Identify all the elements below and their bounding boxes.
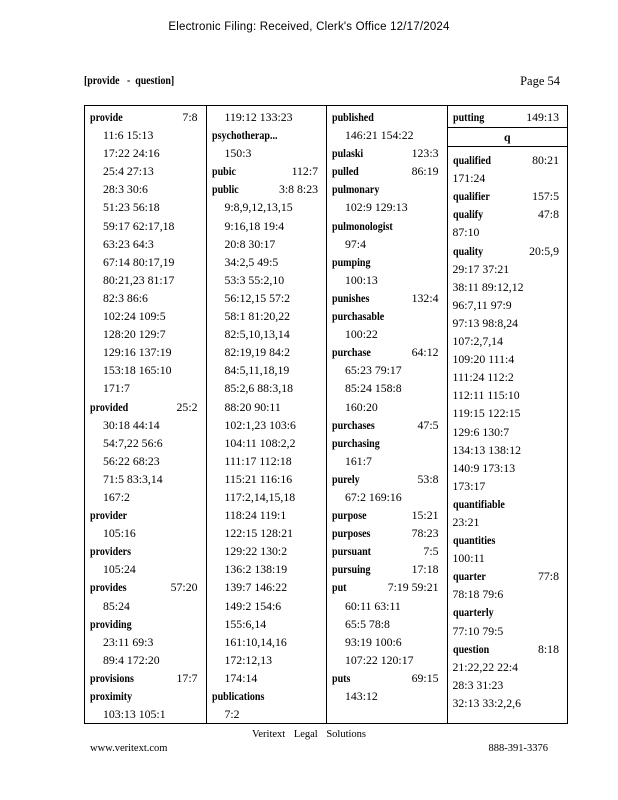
index-term: provider: [90, 508, 128, 523]
index-entry: [332, 669, 447, 687]
index-refs: 80:21,23 81:17: [103, 272, 175, 287]
index-refs: 118:24 119:1: [224, 508, 287, 523]
index-refs: 97:4: [345, 236, 366, 251]
index-refs: 34:2,5 49:5: [224, 254, 279, 269]
index-refs: 119:15 122:15: [452, 406, 521, 421]
index-refs: 171:7: [103, 381, 130, 396]
index-refs: 96:7,11 97:9: [452, 297, 512, 312]
index-term: punishes: [332, 290, 370, 305]
index-refs: 86:19: [411, 164, 439, 179]
index-column-4: [447, 106, 567, 723]
index-entry: [90, 506, 206, 524]
index-entry: [332, 108, 447, 126]
index-refs: 51:23 56:18: [103, 200, 160, 215]
index-refs: 29:17 37:21: [452, 261, 510, 276]
index-term: pulled: [332, 164, 359, 179]
filing-stamp: Electronic Filing: Received, Clerk's Office 12/17/2024: [168, 21, 450, 33]
index-entry: [332, 144, 447, 162]
index-entry: [332, 524, 447, 542]
index-refs: 123:3: [411, 146, 439, 161]
index-refs: 97:13 98:8,24: [452, 315, 519, 330]
index-refs: 174:14: [224, 670, 258, 685]
index-term: qualify: [452, 207, 483, 222]
index-refs: 3:8 8:23: [279, 182, 318, 197]
index-refs: 172:12,13: [224, 652, 273, 667]
index-entry: [90, 578, 206, 596]
index-refs: 23:21: [452, 514, 480, 529]
index-refs: 149:13: [526, 110, 559, 124]
index-refs: 171:24: [452, 171, 486, 186]
index-entry: [448, 567, 567, 585]
index-refs: 105:24: [103, 562, 136, 577]
index-refs: 17:7: [176, 670, 198, 685]
index-refs: 25:4 27:13: [103, 164, 154, 179]
index-term: quarterly: [452, 605, 494, 620]
index-refs: 103:13 105:1: [103, 707, 166, 722]
index-refs: 85:24 158:8: [345, 381, 402, 396]
index-entry: [448, 187, 567, 205]
index-refs: 100:11: [452, 551, 485, 566]
index-refs: 53:8: [417, 471, 439, 486]
index-term: provides: [90, 580, 127, 595]
index-refs: 32:13 33:2,2,6: [452, 695, 521, 710]
index-refs: 20:8 30:17: [224, 236, 276, 251]
index-refs: 28:3 30:6: [103, 182, 148, 197]
index-term: pubic: [211, 164, 236, 179]
index-refs: 117:2,14,15,18: [224, 489, 296, 504]
index-term: pulmonologist: [332, 218, 393, 233]
index-refs: 80:21: [532, 153, 559, 168]
index-refs: 102:9 129:13: [345, 200, 408, 215]
index-refs: 173:17: [452, 478, 486, 493]
index-refs: 38:11 89:12,12: [452, 279, 524, 294]
index-refs: 65:23 79:17: [345, 363, 402, 378]
index-refs: 149:2 154:6: [224, 598, 282, 613]
index-entry: [212, 180, 327, 198]
index-refs: 17:22 24:16: [103, 146, 160, 161]
index-refs: 150:3: [224, 146, 252, 161]
index-refs: 17:18: [411, 562, 439, 577]
page-number: Page 54: [520, 74, 560, 88]
index-refs: 82:3 86:6: [103, 290, 148, 305]
index-term: puts: [332, 670, 351, 685]
index-entry: [332, 253, 447, 271]
index-term: put: [332, 580, 347, 595]
index-refs: 155:6,14: [224, 616, 267, 631]
index-refs: 11:6 15:13: [103, 128, 154, 143]
index-term: purposes: [332, 526, 371, 541]
index-refs: 71:5 83:3,14: [103, 471, 163, 486]
index-refs: 7:5: [423, 544, 439, 559]
footer-website: www.veritext.com: [90, 743, 168, 754]
index-column-1: [85, 106, 206, 723]
index-refs: 54:7,22 56:6: [103, 435, 163, 450]
index-entry: [212, 126, 327, 144]
index-refs: 23:11 69:3: [103, 634, 154, 649]
index-refs: 129:16 137:19: [103, 345, 172, 360]
index-refs: 8:18: [538, 641, 559, 656]
index-term: pumping: [332, 254, 371, 269]
index-term: purchasable: [332, 309, 385, 324]
index-term: purchases: [332, 417, 375, 432]
index-entry: [90, 615, 206, 633]
index-entry: [332, 578, 447, 596]
index-term: quantifiable: [452, 496, 505, 511]
index-refs: 56:22 68:23: [103, 453, 160, 468]
index-range: [provide - question]: [84, 75, 175, 87]
index-entry: [90, 108, 206, 126]
index-refs: 7:8: [182, 110, 198, 124]
footer-company: Veritext Legal Solutions: [251, 729, 367, 740]
index-refs: 69:15: [411, 670, 439, 685]
index-refs: 77:10 79:5: [452, 623, 504, 638]
index-refs: 140:9 173:13: [452, 460, 516, 475]
index-refs: 21:22,22 22:4: [452, 659, 519, 674]
index-refs: 157:5: [532, 189, 559, 204]
index-entry: [332, 162, 447, 180]
index-refs: 134:13 138:12: [452, 442, 521, 457]
index-refs: 107:2,7,14: [452, 334, 503, 349]
index-refs: 160:20: [345, 399, 378, 414]
index-refs: 109:20 111:4: [452, 352, 515, 367]
index-entry: [332, 470, 447, 488]
index-term: pulmonary: [332, 182, 380, 197]
index-refs: 122:15 128:21: [224, 526, 293, 541]
index-term: provide: [90, 110, 123, 124]
index-refs: 100:22: [345, 327, 378, 342]
index-column-3: [326, 106, 447, 723]
index-refs: 87:10: [452, 225, 480, 240]
index-term: purchase: [332, 345, 371, 360]
index-refs: 88:20 90:11: [224, 399, 281, 414]
index-entry: [448, 531, 567, 549]
index-term: quarter: [452, 569, 486, 584]
index-entry: [448, 603, 567, 621]
index-refs: 7:19 59:21: [387, 580, 439, 595]
index-entry: [448, 205, 567, 223]
index-refs: 115:21 116:16: [224, 471, 293, 486]
index-refs: 67:2 169:16: [345, 489, 402, 504]
index-refs: 143:12: [345, 689, 378, 703]
index-refs: 78:23: [411, 526, 439, 541]
section-letter: q: [448, 127, 567, 147]
index-refs: 128:20 129:7: [103, 327, 166, 342]
index-refs: 63:23 64:3: [103, 236, 154, 251]
index-entry: [332, 289, 447, 307]
index-refs: 56:12,15 57:2: [224, 290, 291, 305]
index-entry: [90, 542, 206, 560]
index-term: provisions: [90, 670, 134, 685]
index-refs: 161:7: [345, 453, 372, 468]
index-term: providers: [90, 544, 132, 559]
index-refs: 112:7: [291, 164, 318, 179]
index-refs: 77:8: [538, 569, 559, 584]
index-refs: 82:19,19 84:2: [224, 345, 291, 360]
index-refs: 20:5,9: [529, 243, 559, 258]
index-refs: 30:18 44:14: [103, 417, 160, 432]
index-refs: 64:12: [411, 345, 439, 360]
index-refs: 53:3 55:2,10: [224, 272, 285, 287]
index-entry: [332, 506, 447, 524]
index-refs: 57:20: [170, 580, 198, 595]
index-entry: [212, 162, 327, 180]
index-refs: 7:2: [224, 707, 240, 722]
index-refs: 89:4 172:20: [103, 652, 160, 667]
index-entry: [90, 398, 206, 416]
index-refs: 67:14 80:17,19: [103, 254, 175, 269]
index-refs: 161:10,14,16: [224, 634, 287, 649]
index-term: qualified: [452, 153, 491, 168]
index-refs: 102:24 109:5: [103, 309, 166, 324]
index-entry: [332, 560, 447, 578]
index-refs: 82:5,10,13,14: [224, 327, 290, 342]
index-term: qualifier: [452, 189, 490, 204]
index-entry: [448, 640, 567, 658]
index-term: psychotherap...: [211, 128, 277, 143]
index-entry: [448, 495, 567, 513]
index-entry: [332, 343, 447, 361]
index-refs: 153:18 165:10: [103, 363, 172, 378]
index-entry: [448, 108, 567, 126]
index-term: quantities: [452, 533, 495, 548]
index-refs: 15:21: [411, 508, 439, 523]
index-refs: 111:24 112:2: [452, 370, 514, 385]
index-refs: 105:16: [103, 526, 136, 541]
index-entry: [448, 151, 567, 169]
index-refs: 9:8,9,12,13,15: [224, 200, 293, 215]
index-entry: [332, 416, 447, 434]
index-term: provided: [90, 399, 129, 414]
index-table: [84, 105, 568, 724]
index-term: purpose: [332, 508, 367, 523]
index-refs: 104:11 108:2,2: [224, 435, 296, 450]
index-refs: 47:5: [417, 417, 439, 432]
index-refs: 93:19 100:6: [345, 634, 402, 649]
index-term: purely: [332, 471, 360, 486]
index-refs: 132:4: [411, 290, 439, 305]
index-entry: [332, 542, 447, 560]
index-term: purchasing: [332, 435, 380, 450]
index-term: putting: [452, 110, 484, 124]
index-refs: 129:22 130:2: [224, 544, 288, 559]
index-column-2: [206, 106, 327, 723]
index-entry: [90, 669, 206, 687]
index-entry: [332, 307, 447, 325]
index-term: pulaski: [332, 146, 364, 161]
index-term: proximity: [90, 689, 133, 703]
index-entry: [448, 242, 567, 260]
index-refs: 139:7 146:22: [224, 580, 288, 595]
index-refs: 59:17 62:17,18: [103, 218, 175, 233]
index-term: pursuant: [332, 544, 372, 559]
index-refs: 78:18 79:6: [452, 587, 504, 602]
index-refs: 84:5,11,18,19: [224, 363, 290, 378]
index-refs: 65:5 78:8: [345, 616, 390, 631]
index-term: pursuing: [332, 562, 371, 577]
index-refs: 47:8: [538, 207, 559, 222]
index-term: published: [332, 110, 374, 124]
index-refs: 129:6 130:7: [452, 424, 510, 439]
index-refs: 85:24: [103, 598, 130, 613]
index-refs: 112:11 115:10: [452, 388, 520, 403]
index-refs: 25:2: [176, 399, 198, 414]
index-term: publications: [211, 689, 264, 703]
index-refs: 119:12 133:23: [224, 110, 293, 124]
index-refs: 111:17 112:18: [224, 453, 292, 468]
index-refs: 85:2,6 88:3,18: [224, 381, 293, 396]
index-refs: 9:16,18 19:4: [224, 218, 285, 233]
index-refs: 102:1,23 103:6: [224, 417, 296, 432]
index-refs: 28:3 31:23: [452, 677, 504, 692]
index-refs: 60:11 63:11: [345, 598, 401, 613]
index-refs: 167:2: [103, 489, 130, 504]
index-entry: [332, 434, 447, 452]
index-entry: [90, 687, 206, 705]
index-term: quality: [452, 243, 483, 258]
index-entry: [212, 687, 327, 705]
footer-phone: 888-391-3376: [488, 743, 548, 754]
index-refs: 136:2 138:19: [224, 562, 288, 577]
index-entry: [332, 180, 447, 198]
index-entry: [332, 217, 447, 235]
index-refs: 107:22 120:17: [345, 652, 414, 667]
index-refs: 146:21 154:22: [345, 128, 414, 143]
index-refs: 100:13: [345, 272, 378, 287]
index-term: providing: [90, 616, 132, 631]
index-term: question: [452, 641, 489, 656]
index-term: public: [211, 182, 239, 197]
index-refs: 58:1 81:20,22: [224, 309, 291, 324]
